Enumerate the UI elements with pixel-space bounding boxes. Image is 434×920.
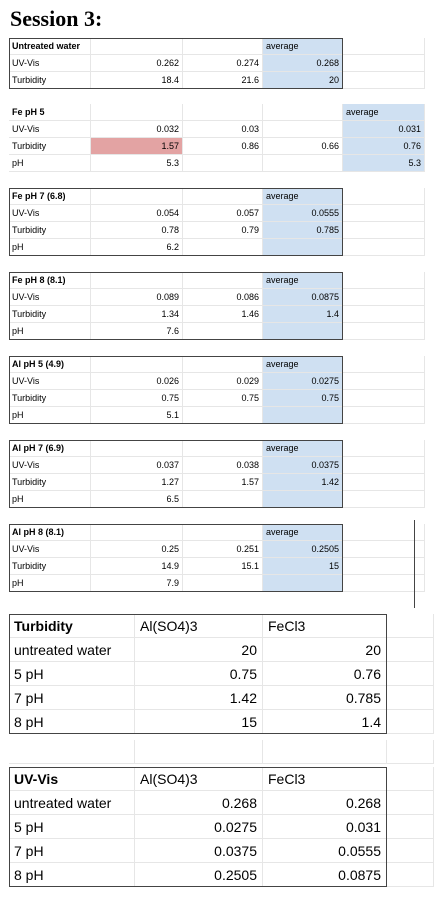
average-cell[interactable]: 0.2505	[263, 541, 343, 558]
value-cell[interactable]	[183, 491, 263, 508]
table-row	[9, 686, 434, 710]
empty-cell[interactable]	[387, 614, 434, 638]
empty-cell[interactable]	[387, 839, 434, 863]
empty-cell[interactable]	[263, 104, 343, 121]
table-row	[9, 815, 434, 839]
table-row	[9, 390, 434, 407]
value-cell[interactable]	[183, 323, 263, 340]
value-cell[interactable]: 0.057	[183, 205, 263, 222]
spacer-row	[9, 740, 434, 764]
empty-cell[interactable]	[343, 306, 425, 323]
row-label[interactable]: Turbidity	[9, 306, 91, 323]
table-row	[9, 205, 434, 222]
value-cell[interactable]: 7.9	[91, 575, 183, 592]
value-cell-al[interactable]: 0.75	[135, 662, 263, 686]
row-label[interactable]: UV-Vis	[9, 457, 91, 474]
average-label[interactable]: average	[263, 356, 343, 373]
average-cell[interactable]: 0.785	[263, 222, 343, 239]
value-cell-fe[interactable]: 0.268	[263, 791, 387, 815]
average-cell[interactable]	[263, 323, 343, 340]
average-cell[interactable]: 0.0275	[263, 373, 343, 390]
empty-cell[interactable]	[183, 524, 263, 541]
average-cell[interactable]: 5.3	[343, 155, 425, 172]
value-cell[interactable]: 0.75	[183, 390, 263, 407]
empty-cell[interactable]	[263, 740, 387, 764]
empty-cell[interactable]	[387, 686, 434, 710]
average-cell[interactable]	[263, 491, 343, 508]
table-row	[9, 710, 434, 734]
value-cell[interactable]: 5.3	[91, 155, 183, 172]
average-cell[interactable]: 20	[263, 72, 343, 89]
table-row	[9, 306, 434, 323]
table-row	[9, 222, 434, 239]
row-label[interactable]: Turbidity	[9, 558, 91, 575]
table-row	[9, 662, 434, 686]
empty-cell[interactable]	[343, 188, 425, 205]
value-cell-al[interactable]: 20	[135, 638, 263, 662]
row-label[interactable]: pH	[9, 491, 91, 508]
empty-cell[interactable]	[343, 72, 425, 89]
value-cell-fe[interactable]: 0.0555	[263, 839, 387, 863]
block-header-row	[9, 104, 434, 121]
empty-cell[interactable]	[343, 457, 425, 474]
row-label[interactable]: Turbidity	[9, 138, 91, 155]
column-header-fe[interactable]: FeCl3	[263, 767, 387, 791]
value-cell[interactable]: 0.054	[91, 205, 183, 222]
table-row	[9, 839, 434, 863]
table-row	[9, 373, 434, 390]
value-cell-fe[interactable]: 0.76	[263, 662, 387, 686]
value-cell-fe[interactable]: 0.031	[263, 815, 387, 839]
empty-cell[interactable]	[343, 205, 425, 222]
column-border-line	[414, 520, 415, 608]
average-cell[interactable]	[263, 575, 343, 592]
empty-cell[interactable]	[343, 541, 425, 558]
average-cell[interactable]: 0.0875	[263, 289, 343, 306]
value-cell[interactable]: 0.086	[183, 289, 263, 306]
row-label[interactable]: UV-Vis	[9, 121, 91, 138]
value-cell[interactable]	[183, 575, 263, 592]
value-cell[interactable]: 0.79	[183, 222, 263, 239]
empty-cell[interactable]	[343, 575, 425, 592]
value-cell[interactable]: 1.34	[91, 306, 183, 323]
average-label[interactable]: average	[263, 38, 343, 55]
average-cell[interactable]: 0.75	[263, 390, 343, 407]
empty-cell[interactable]	[183, 188, 263, 205]
empty-cell[interactable]	[387, 710, 434, 734]
average-label[interactable]: average	[263, 524, 343, 541]
summary-header-row	[9, 614, 434, 638]
empty-cell[interactable]	[387, 767, 434, 791]
value-cell[interactable]: 1.46	[183, 306, 263, 323]
empty-cell[interactable]	[387, 791, 434, 815]
empty-cell[interactable]	[343, 440, 425, 457]
average-label[interactable]: average	[263, 272, 343, 289]
value-cell[interactable]	[183, 407, 263, 424]
value-cell[interactable]: 0.78	[91, 222, 183, 239]
value-cell-al[interactable]: 0.0275	[135, 815, 263, 839]
empty-cell[interactable]	[343, 289, 425, 306]
value-cell[interactable]: 6.2	[91, 239, 183, 256]
empty-cell[interactable]	[183, 440, 263, 457]
block-header[interactable]: Al pH 8 (8.1)	[9, 524, 91, 541]
empty-cell[interactable]	[343, 38, 425, 55]
row-label[interactable]: UV-Vis	[9, 289, 91, 306]
average-cell[interactable]	[263, 407, 343, 424]
table-row	[9, 791, 434, 815]
value-cell[interactable]: 15.1	[183, 558, 263, 575]
value-cell[interactable]: 0.66	[263, 138, 343, 155]
table-row	[9, 863, 434, 887]
row-label[interactable]: 5 pH	[9, 815, 135, 839]
value-cell[interactable]	[183, 155, 263, 172]
empty-cell[interactable]	[387, 863, 434, 887]
empty-cell[interactable]	[387, 740, 434, 764]
average-cell[interactable]: 0.031	[343, 121, 425, 138]
row-label[interactable]: Turbidity	[9, 390, 91, 407]
block-header-row	[9, 272, 434, 289]
value-cell[interactable]: 18.4	[91, 72, 183, 89]
value-cell[interactable]	[183, 239, 263, 256]
value-cell-al[interactable]: 0.2505	[135, 863, 263, 887]
value-cell[interactable]: 0.026	[91, 373, 183, 390]
session-title: Session 3:	[10, 6, 103, 31]
block-header-row	[9, 524, 434, 541]
row-label[interactable]: UV-Vis	[9, 205, 91, 222]
average-label[interactable]: average	[263, 188, 343, 205]
block-header[interactable]: Fe pH 8 (8.1)	[9, 272, 91, 289]
summary-title[interactable]: Turbidity	[9, 614, 135, 638]
value-cell[interactable]: 0.037	[91, 457, 183, 474]
column-header-al[interactable]: Al(SO4)3	[135, 767, 263, 791]
value-cell-fe[interactable]: 0.0875	[263, 863, 387, 887]
empty-cell[interactable]	[343, 55, 425, 72]
row-label[interactable]: Turbidity	[9, 222, 91, 239]
row-label[interactable]: UV-Vis	[9, 541, 91, 558]
value-cell[interactable]: 0.86	[183, 138, 263, 155]
value-cell[interactable]: 0.75	[91, 390, 183, 407]
empty-cell[interactable]	[343, 390, 425, 407]
average-cell[interactable]: 1.4	[263, 306, 343, 323]
average-cell[interactable]: 0.0375	[263, 457, 343, 474]
empty-cell[interactable]	[135, 740, 263, 764]
empty-cell[interactable]	[343, 474, 425, 491]
table-row	[9, 474, 434, 491]
row-label[interactable]: UV-Vis	[9, 55, 91, 72]
block-header-row	[9, 188, 434, 205]
value-cell[interactable]: 5.1	[91, 407, 183, 424]
row-label[interactable]: 8 pH	[9, 863, 135, 887]
value-cell[interactable]: 0.251	[183, 541, 263, 558]
value-cell-fe[interactable]: 20	[263, 638, 387, 662]
value-cell[interactable]: 14.9	[91, 558, 183, 575]
empty-cell[interactable]	[343, 558, 425, 575]
row-label[interactable]: pH	[9, 155, 91, 172]
table-row	[9, 323, 434, 340]
empty-cell[interactable]	[91, 356, 183, 373]
row-label[interactable]: UV-Vis	[9, 373, 91, 390]
table-row	[9, 558, 434, 575]
table-row	[9, 638, 434, 662]
block-header[interactable]: Al pH 5 (4.9)	[9, 356, 91, 373]
average-cell[interactable]: 1.42	[263, 474, 343, 491]
value-cell[interactable]: 0.25	[91, 541, 183, 558]
average-cell[interactable]	[263, 239, 343, 256]
value-cell-al[interactable]: 0.0375	[135, 839, 263, 863]
average-cell[interactable]: 15	[263, 558, 343, 575]
empty-cell[interactable]	[91, 104, 183, 121]
row-label[interactable]: Turbidity	[9, 474, 91, 491]
empty-cell[interactable]	[183, 38, 263, 55]
value-cell[interactable]: 0.029	[183, 373, 263, 390]
row-label[interactable]: 7 pH	[9, 686, 135, 710]
table-row	[9, 457, 434, 474]
summary-title[interactable]: UV-Vis	[9, 767, 135, 791]
value-cell[interactable]: 0.089	[91, 289, 183, 306]
average-cell[interactable]: 0.0555	[263, 205, 343, 222]
empty-cell[interactable]	[343, 272, 425, 289]
empty-cell[interactable]	[343, 524, 425, 541]
empty-cell[interactable]	[387, 662, 434, 686]
empty-cell[interactable]	[343, 222, 425, 239]
empty-cell[interactable]	[91, 524, 183, 541]
row-label[interactable]: 8 pH	[9, 710, 135, 734]
value-cell[interactable]: 1.27	[91, 474, 183, 491]
value-cell[interactable]: 0.274	[183, 55, 263, 72]
value-cell[interactable]	[263, 121, 343, 138]
value-cell-fe[interactable]: 1.4	[263, 710, 387, 734]
value-cell[interactable]: 7.6	[91, 323, 183, 340]
highlighted-value-cell[interactable]: 1.57	[91, 138, 183, 155]
table-row	[9, 138, 434, 155]
summary-header-row	[9, 767, 434, 791]
table-row	[9, 155, 434, 172]
block-header-row	[9, 38, 434, 55]
empty-cell[interactable]	[343, 239, 425, 256]
row-label[interactable]: untreated water	[9, 638, 135, 662]
table-row	[9, 575, 434, 592]
row-label[interactable]: pH	[9, 407, 91, 424]
empty-cell[interactable]	[183, 356, 263, 373]
row-label[interactable]: untreated water	[9, 791, 135, 815]
average-cell[interactable]: 0.268	[263, 55, 343, 72]
row-label[interactable]: Turbidity	[9, 72, 91, 89]
table-row	[9, 407, 434, 424]
empty-cell[interactable]	[91, 272, 183, 289]
value-cell-al[interactable]: 15	[135, 710, 263, 734]
empty-cell[interactable]	[183, 272, 263, 289]
empty-cell[interactable]	[343, 323, 425, 340]
block-header[interactable]: Fe pH 7 (6.8)	[9, 188, 91, 205]
empty-cell[interactable]	[91, 188, 183, 205]
empty-cell[interactable]	[343, 407, 425, 424]
column-header-al[interactable]: Al(SO4)3	[135, 614, 263, 638]
empty-cell[interactable]	[9, 740, 135, 764]
value-cell[interactable]	[263, 155, 343, 172]
value-cell[interactable]: 1.57	[183, 474, 263, 491]
row-label[interactable]: 5 pH	[9, 662, 135, 686]
value-cell[interactable]: 0.038	[183, 457, 263, 474]
row-label[interactable]: pH	[9, 239, 91, 256]
table-row	[9, 289, 434, 306]
block-header[interactable]: Fe pH 5	[9, 104, 91, 121]
value-cell-fe[interactable]: 0.785	[263, 686, 387, 710]
table-row	[9, 541, 434, 558]
average-label[interactable]: average	[343, 104, 425, 121]
block-header[interactable]: Untreated water	[9, 38, 91, 55]
empty-cell[interactable]	[387, 815, 434, 839]
empty-cell[interactable]	[91, 38, 183, 55]
empty-cell[interactable]	[387, 638, 434, 662]
value-cell[interactable]: 0.032	[91, 121, 183, 138]
table-row	[9, 239, 434, 256]
row-label[interactable]: 7 pH	[9, 839, 135, 863]
table-row	[9, 55, 434, 72]
empty-cell[interactable]	[343, 356, 425, 373]
value-cell-al[interactable]: 0.268	[135, 791, 263, 815]
empty-cell[interactable]	[343, 373, 425, 390]
row-label[interactable]: pH	[9, 323, 91, 340]
block-header-row	[9, 440, 434, 457]
table-row	[9, 491, 434, 508]
value-cell[interactable]: 0.03	[183, 121, 263, 138]
table-row	[9, 121, 434, 138]
table-row	[9, 72, 434, 89]
empty-cell[interactable]	[91, 440, 183, 457]
value-cell-al[interactable]: 1.42	[135, 686, 263, 710]
average-label[interactable]: average	[263, 440, 343, 457]
column-header-fe[interactable]: FeCl3	[263, 614, 387, 638]
block-header-row	[9, 356, 434, 373]
row-label[interactable]: pH	[9, 575, 91, 592]
empty-cell[interactable]	[183, 104, 263, 121]
block-header[interactable]: Al pH 7 (6.9)	[9, 440, 91, 457]
value-cell[interactable]: 6.5	[91, 491, 183, 508]
empty-cell[interactable]	[343, 491, 425, 508]
value-cell[interactable]: 0.262	[91, 55, 183, 72]
value-cell[interactable]: 21.6	[183, 72, 263, 89]
average-cell[interactable]: 0.76	[343, 138, 425, 155]
